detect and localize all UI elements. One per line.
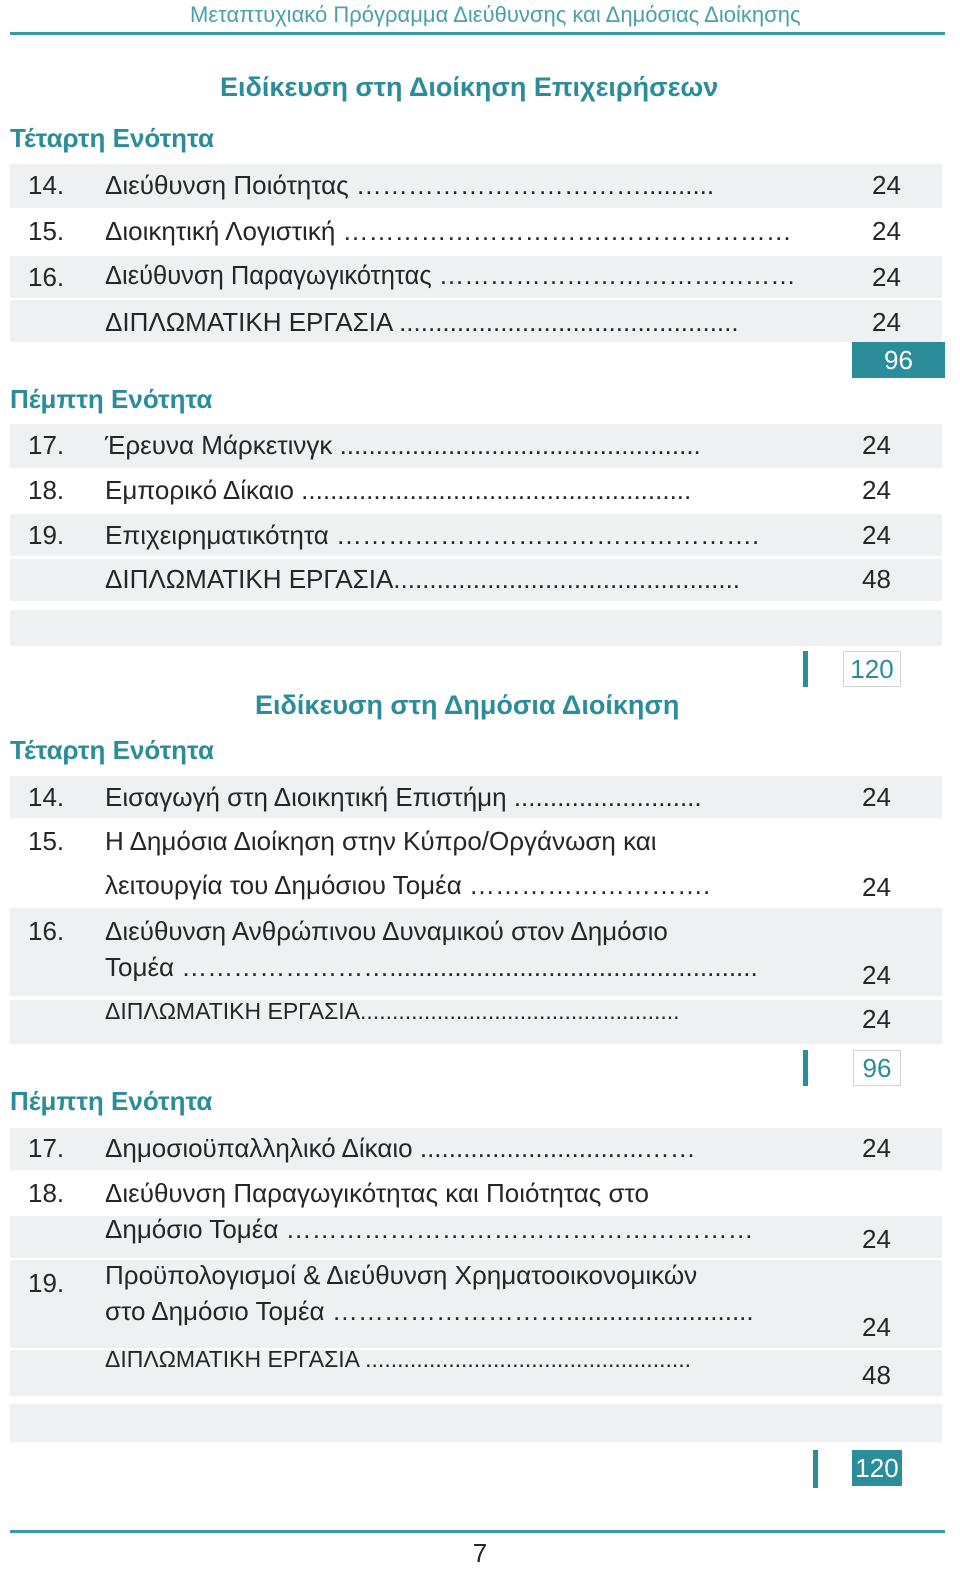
toc-row-number: 14.: [28, 782, 65, 812]
toc-row-title: Διοικητική Λογιστική ………………………….…………………: [105, 216, 792, 246]
footer-rule: [10, 1530, 945, 1533]
toc-row-title: Διεύθυνση Ανθρώπινου Δυναμικού στον Δημόσιο: [105, 916, 668, 946]
toc-row-title: Έρευνα Μάρκετινγκ ..................................................: [105, 430, 701, 460]
toc-row-number: 14.: [28, 170, 65, 200]
toc-row-number: 16.: [28, 262, 65, 292]
toc-row-title: ΔΙΠΛΩΜΑΤΙΚΗ ΕΡΓΑΣΙΑ..................................................: [105, 998, 680, 1024]
toc-row-value: 24: [872, 307, 901, 337]
toc-row-number: 18.: [28, 1178, 65, 1208]
toc-row-number: 18.: [28, 475, 65, 505]
toc-row-value: 24: [862, 430, 891, 460]
toc-row-value: 24: [862, 475, 891, 505]
toc-row-title: Διεύθυνση Παραγωγικότητας και Ποιότητας στο: [105, 1178, 649, 1208]
toc-row-title: Εισαγωγή στη Διοικητική Επιστήμη ..........................: [105, 782, 702, 812]
band: [10, 610, 942, 646]
toc-row-number: 17.: [28, 1133, 65, 1163]
business-unit5-title: Πέμπτη Ενότητα: [10, 384, 213, 414]
toc-row-title-continued: Τομέα ……………………...................................................: [105, 952, 758, 982]
toc-row-value: 48: [862, 1360, 891, 1390]
toc-row-title: Η Δημόσια Διοίκηση στην Κύπρο/Οργάνωση και: [105, 826, 657, 856]
toc-row-number: 17.: [28, 430, 65, 460]
toc-row-number: 15.: [28, 826, 65, 856]
public-unit4-title: Τέταρτη Ενότητα: [10, 735, 214, 765]
business-specialization-heading: Ειδίκευση στη Διοίκηση Επιχειρήσεων: [220, 72, 719, 102]
toc-row-value: 24: [862, 960, 891, 990]
toc-row-title-continued: στο Δημόσιο Τομέα ………………………..........................: [105, 1296, 754, 1326]
toc-row-title: ΔΙΠΛΩΜΑΤΙΚΗ ΕΡΓΑΣΙΑ ...............................................: [105, 307, 739, 337]
toc-row-value: 24: [872, 216, 901, 246]
toc-row-title: Δημοσιοϋπαλληλικό Δίκαιο ...............................……: [105, 1133, 696, 1163]
band: [10, 1404, 942, 1442]
toc-row-title: Διεύθυνση Ποιότητας ……………………………..........: [105, 170, 715, 200]
toc-row-title: ΔΙΠΛΩΜΑΤΙΚΗ ΕΡΓΑΣΙΑ ...................................................: [105, 1346, 692, 1372]
unit-total-badge: 96: [853, 1050, 901, 1086]
total-marker-bar: [803, 651, 808, 687]
toc-row-title: Εμπορικό Δίκαιο ......................................................: [105, 475, 692, 505]
toc-row-value: 24: [862, 1004, 891, 1034]
toc-row-number: 15.: [28, 216, 65, 246]
toc-row-value: 24: [862, 872, 891, 902]
page-number: 7: [472, 1538, 488, 1568]
toc-row-title: Επιχειρηματικότητα ………………………………………….: [105, 520, 760, 550]
total-marker-bar: [803, 1050, 808, 1086]
toc-row-value: 24: [872, 262, 901, 292]
toc-row-title-continued: λειτουργία του Δημόσιου Τομέα ……………………….: [105, 870, 711, 900]
toc-row-value: 24: [862, 520, 891, 550]
business-unit4-title: Τέταρτη Ενότητα: [10, 123, 214, 153]
toc-row-title: ΔΙΠΛΩΜΑΤΙΚΗ ΕΡΓΑΣΙΑ................................................: [105, 564, 741, 594]
toc-row-title: Προϋπολογισμοί & Διεύθυνση Χρηματοοικονομικών: [105, 1260, 698, 1290]
toc-row-value: 24: [862, 1224, 891, 1254]
unit-total-badge: 120: [843, 651, 901, 687]
toc-row-title: Διεύθυνση Παραγωγικότητας ……………………………………: [105, 262, 796, 290]
toc-row-value: 24: [872, 170, 901, 200]
toc-row-value: 24: [862, 1312, 891, 1342]
toc-row-value: 24: [862, 1133, 891, 1163]
toc-row-value: 24: [862, 782, 891, 812]
header-rule: [10, 32, 945, 35]
unit-total-badge: 120: [852, 1450, 902, 1486]
public-specialization-heading: Ειδίκευση στη Δημόσια Διοίκηση: [255, 690, 680, 720]
toc-row-number: 19.: [28, 520, 65, 550]
public-unit5-title: Πέμπτη Ενότητα: [10, 1086, 213, 1116]
toc-row-title-continued: Δημόσιο Τομέα ………………………………………………: [105, 1214, 754, 1244]
toc-row-value: 48: [862, 564, 891, 594]
toc-row-number: 16.: [28, 916, 65, 946]
running-header: Μεταπτυχιακό Πρόγραμμα Διεύθυνσης και Δημόσιας Διοίκησης: [190, 2, 801, 27]
toc-row-number: 19.: [28, 1268, 65, 1298]
total-marker-bar: [813, 1450, 818, 1488]
unit-total-badge: 96: [852, 342, 945, 378]
